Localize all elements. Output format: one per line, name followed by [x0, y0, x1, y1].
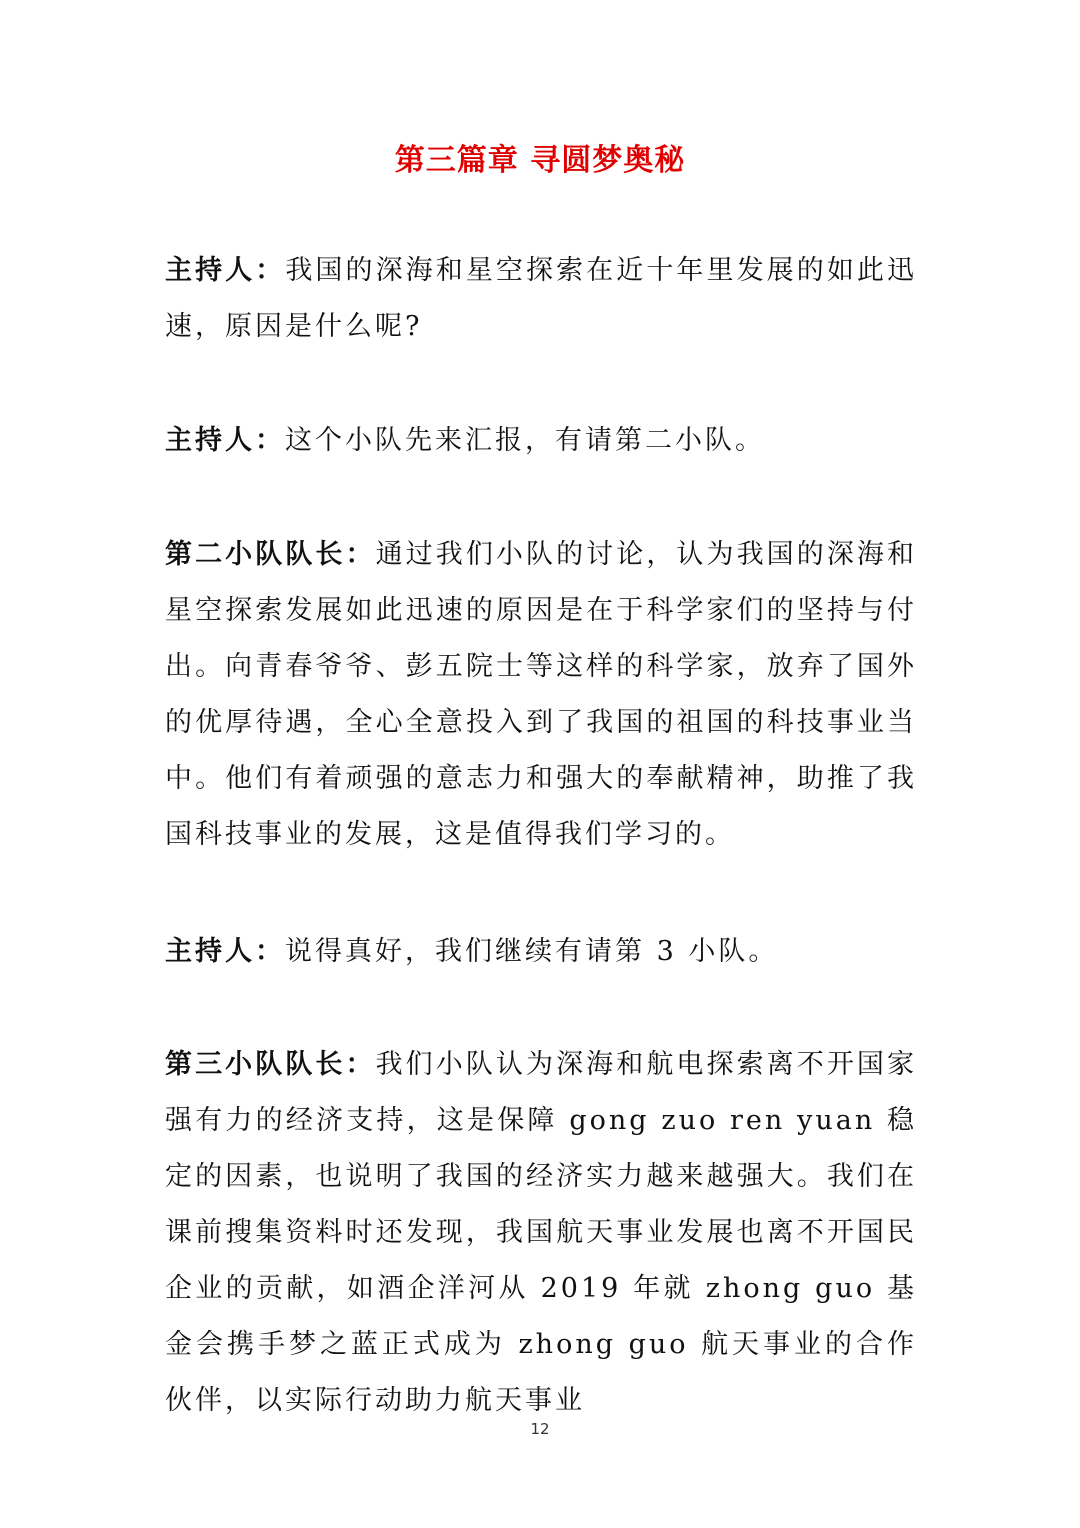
dialogue-text: 这个小队先来汇报，有请第二小队。	[285, 425, 765, 456]
dialogue-paragraph	[165, 1037, 917, 1429]
dialogue-paragraph	[165, 527, 917, 863]
dialogue-text: 我们小队认为深海和航电探索离不开国家强有力的经济支持，这是保障 gong zuo ren yuan 稳定的因素，也说明了我国的经济实力越来越强大。我们在课前搜集资料时还发现，我国航天事业发展也离不开国民企业的贡献，如酒企洋河从 2019 年就 zhong guo 基金会携手梦之蓝正式成为 zhong guo 航天事业的合作伙伴，以实际行动助力航天事业	[165, 1049, 918, 1416]
speaker-label: 主持人：	[165, 936, 285, 967]
dialogue-text: 我国的深海和星空探索在近十年里发展的如此迅速，原因是什么呢?	[165, 255, 918, 342]
speaker-label: 第二小队队长：	[165, 539, 376, 570]
speaker-label: 第三小队队长：	[165, 1049, 376, 1080]
chapter-title: 第三篇章 寻圆梦奥秘	[394, 143, 686, 178]
dialogue-text: 说得真好，我们继续有请第 3 小队。	[285, 936, 779, 967]
speaker-label: 主持人：	[165, 255, 286, 286]
dialogue-paragraph	[165, 243, 917, 355]
dialogue-paragraph	[165, 924, 917, 980]
dialogue-paragraph	[165, 413, 917, 469]
speaker-label: 主持人：	[165, 425, 285, 456]
page-number: 12	[530, 1420, 550, 1438]
dialogue-text: 通过我们小队的讨论，认为我国的深海和星空探索发展如此迅速的原因是在于科学家们的坚持与付出。向青春爷爷、彭五院士等这样的科学家，放弃了国外的优厚待遇，全心全意投入到了我国的祖国的科技事业当中。他们有着顽强的意志力和强大的奉献精神，助推了我国科技事业的发展，这是值得我们学习的。	[165, 539, 918, 850]
